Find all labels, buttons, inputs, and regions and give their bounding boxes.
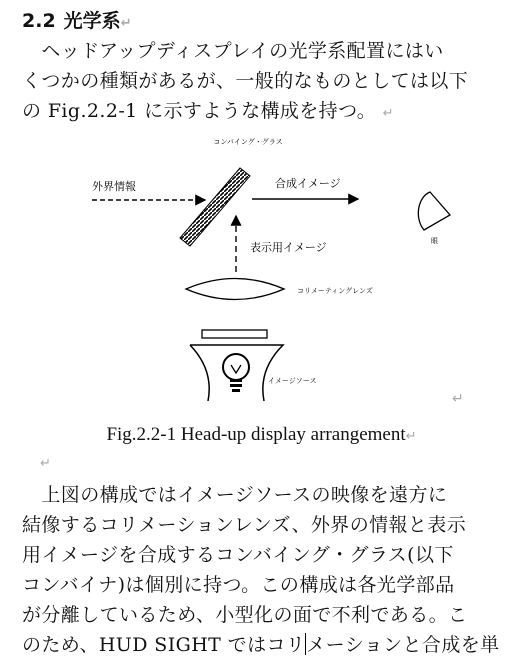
eye-icon — [418, 192, 450, 230]
paragraph-mark-icon: ↵ — [382, 106, 394, 121]
display-image-label: 表示用イメージ — [250, 241, 327, 254]
text-line: が分離しているため、小型化の面で不利である。こ — [22, 604, 468, 626]
section-title: 光学系 — [63, 10, 121, 32]
section-number: 2.2 — [22, 10, 56, 32]
text-line: 用イメージを合成するコンバイング・グラス(以下 — [22, 544, 454, 566]
text-line — [22, 630, 508, 660]
figure-caption — [0, 424, 523, 446]
source-cover-plate — [202, 330, 267, 338]
text-line-end: メーションと合成を単 — [306, 634, 500, 656]
text-line: ヘッドアップディスプレイの光学系配置にはい — [22, 40, 444, 62]
text-line: 上図の構成ではイメージソースの映像を遠方に — [22, 484, 448, 506]
paragraph-mark-icon: ↵ — [40, 456, 51, 471]
light-bulb-icon — [223, 354, 249, 392]
hud-arrangement-diagram — [0, 120, 523, 420]
text-line: くつかの種類があるが、一般的なものとしては以下 — [22, 70, 469, 92]
combiner-glass — [180, 168, 250, 246]
collimating-lens — [186, 279, 284, 300]
section-heading — [22, 6, 132, 33]
composite-image-label: 合成イメージ — [275, 177, 341, 190]
image-source-label: イメージソース — [268, 377, 317, 385]
paragraph-mark-icon: ↵ — [120, 16, 132, 31]
text-line-content: の Fig.2.2-1 に示すような構成を持つ。 — [22, 100, 377, 122]
outside-info-label: 外界情報 — [92, 180, 136, 193]
paragraph-mark-icon: ↵ — [405, 429, 417, 444]
intro-paragraph — [22, 36, 508, 129]
figure-caption-text: Fig.2.2-1 Head-up display arrangement — [106, 424, 406, 445]
empty-paragraph — [40, 452, 51, 471]
combiner-label: コンバイング・グラス — [213, 138, 283, 146]
body-paragraph — [22, 480, 508, 660]
eye-label: 眼 — [431, 237, 438, 245]
text-line: 結像するコリメーションレンズ、外界の情報と表示 — [22, 514, 467, 536]
text-line-start: のため、HUD SIGHT ではコリ — [22, 634, 306, 656]
text-line: コンバイナ)は個別に持つ。この構成は各光学部品 — [22, 574, 455, 596]
collimating-lens-label: コリメーティングレンズ — [297, 287, 373, 295]
paragraph-mark-icon: ↵ — [452, 391, 464, 407]
